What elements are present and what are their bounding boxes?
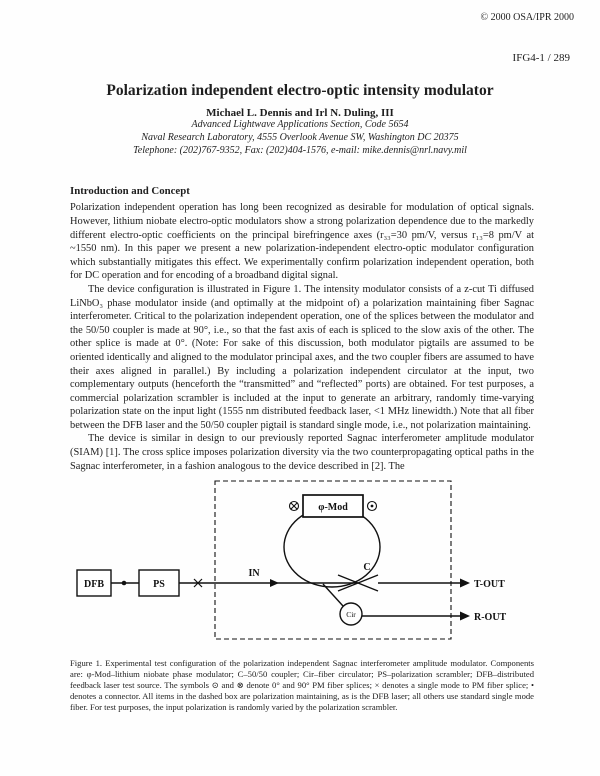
paragraph-2: The device configuration is illustrated in Figure 1. The intensity modulator consists of a z-cut Ti diffused LiNbO₃ phase modulator inside (and optimally at the midpoint of) a polarization maintaining fiber Sagnac interferometer. Critical to the polarization independent operation, one of the splices between the modulator and the 50/50 coupler is made at 90°, i.e., so that the fast axis of each is spliced to the slow axis of the other. The other splice is made at 0°. (Note: For sake of this discussion, both modulator pigtails are assumed to be oriented identically and aligned to the modulator principal axes, and the two coupler fibers are assumed to have their axes aligned in parallel.) By including a polarization independent circulator at the input, two complementary outputs (henceforth the “transmitted” and “reflected” ports) are obtained. For test purposes, a commercial polarization scrambler is included at the input to generate an arbitrary, randomly time-varying polarization state on the input light (1555 nm distributed feedback laser, <1 MHz linewidth.) Note that all fiber between the DFB laser and the 50/50 coupler pigtail is standard single mode, i.e., not polarization maintaining.	[70, 283, 534, 431]
paragraph-3: The device is similar in design to our previously reported Sagnac interferometer amplitude modulator (SIAM) [1]. The cross splice imposes polarization diversity via the two counterpropagating optical paths in the Sagnac interferometer, in a fashion analogous to the device described in [2]. The	[70, 433, 534, 472]
connector-dot-icon	[122, 581, 127, 586]
section-heading: Introduction and Concept	[70, 185, 190, 198]
r-out-arrowhead-icon	[460, 612, 470, 621]
authors-line: Michael L. Dennis and Irl N. Duling, III	[206, 107, 394, 119]
sagnac-interferometer-schematic	[72, 477, 532, 649]
affiliation-line-2: Naval Research Laboratory, 4555 Overlook Avenue SW, Washington DC 20375	[141, 131, 459, 143]
in-label: IN	[248, 568, 260, 580]
dfb-label: DFB	[84, 579, 104, 591]
paragraph-1: Polarization independent operation has long been recognized as desirable for modulation of optical signals. However, lithium niobate electro-optic modulators show a strong polarization dependence due to the markedly different electro-optic coefficients on the principal birefringence axes (r₃₃=30 pm/V, versus r₁₃=8 pm/V at ~1550 nm). In this paper we present a new polarization-independent electro-optic modulator configuration which substantially mitigates this effect. We experimentally confirm polarization independent operation, both for DC operation and for encoding of a broadband digital signal.	[70, 202, 534, 282]
in-arrowhead-icon	[270, 579, 279, 587]
t-out-label: T-OUT	[474, 579, 505, 591]
figure-caption: Figure 1. Experimental test configuration of the polarization independent Sagnac interferometer amplitude modulator. Components are: φ-Mod–lithium niobate phase modulator; C–50/50 coupler; Cir–fiber circulator; PS–polarization scrambler; DFB–distributed feedback laser test source. The symbols ⊙ and ⊗ denote 0° and 90° PM fiber splices; × denotes a single mode to PM fiber splice; • denotes a connector. All items in the dashed box are polarization maintaining, as is the DFB laser; all others use standard single mode fiber. For test purposes, the input polarization is randomly varied by the polarization scrambler.	[70, 658, 534, 713]
t-out-arrowhead-icon	[460, 579, 470, 588]
paper-title: Polarization independent electro-optic intensity modulator	[106, 82, 494, 99]
affiliation-line-1: Advanced Lightwave Applications Section, Code 5654	[191, 119, 409, 130]
coupler-label: C	[363, 562, 371, 574]
figure-1-diagram	[70, 477, 534, 654]
fiber-loop	[284, 507, 380, 587]
circulator-label: Cir	[346, 610, 356, 620]
page-number: IFG4-1 / 289	[512, 52, 570, 64]
copyright-notice: © 2000 OSA/IPR 2000	[480, 12, 574, 23]
affiliation-line-3: Telephone: (202)767-9352, Fax: (202)404-1576, e-mail: mike.dennis@nrl.navy.mil	[133, 144, 467, 156]
paper-body	[0, 185, 600, 713]
r-out-label: R-OUT	[474, 612, 507, 624]
phase-mod-label: φ-Mod	[318, 502, 348, 514]
ps-label: PS	[153, 579, 165, 591]
